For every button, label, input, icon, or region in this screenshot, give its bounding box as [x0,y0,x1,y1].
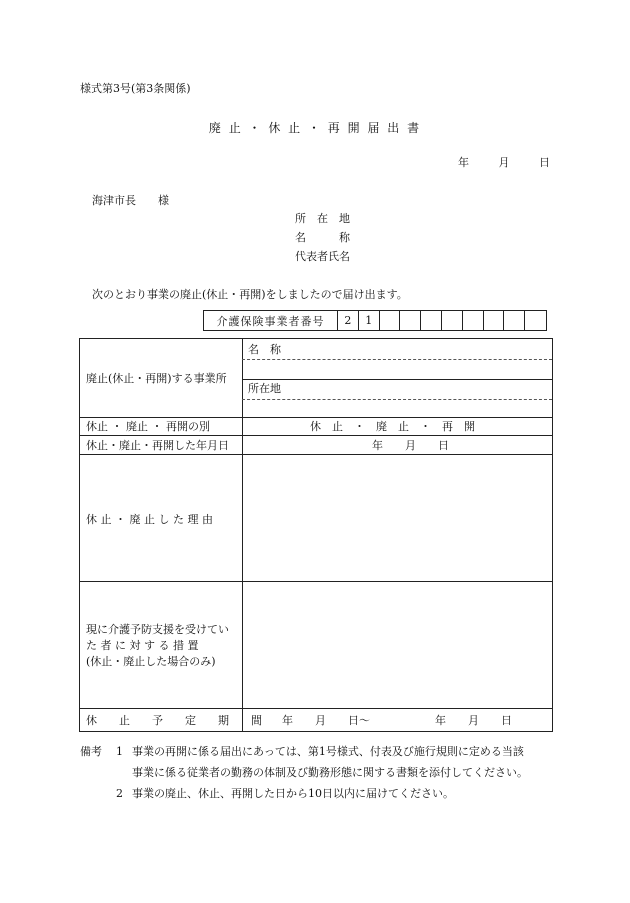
row-divider [80,454,552,455]
office-number-digit[interactable] [504,311,525,330]
row-divider [242,399,552,400]
type-options[interactable]: 休 止 ・ 廃 止 ・ 再 開 [310,420,475,433]
period-label: 休 止 予 定 期 間 [86,714,262,727]
remark-number: 1 [116,745,123,758]
office-number-digit[interactable] [484,311,505,330]
office-number-digit[interactable] [463,311,484,330]
office-number-digit[interactable]: 2 [338,311,359,330]
office-name-field[interactable] [248,363,548,377]
remark-text: 事業に係る従業者の勤務の体制及び勤務形態に関する書類を添付してください。 [132,766,528,779]
office-label: 廃止(休止・再開)する事業所 [86,372,227,385]
period-from-field[interactable]: 年 月 日～ [282,714,370,727]
measures-label-line: (休止・廃止した場合のみ) [86,655,216,668]
date-field[interactable]: 年 月 日 [372,439,449,452]
office-number-digit[interactable] [421,311,442,330]
date-label: 休止・廃止・再開した年月日 [86,439,229,452]
office-name-label: 名 称 [248,343,281,356]
row-divider [80,708,552,709]
date-day: 日 [539,156,550,169]
office-number-digit[interactable] [525,311,546,330]
reason-label: 休 止 ・ 廃 止 し た 理 由 [86,513,213,526]
submission-date [458,157,550,168]
office-number-digit[interactable] [442,311,463,330]
remark-text: 事業の廃止、休止、再開した日から10日以内に届けてください。 [132,787,454,800]
row-divider [80,417,552,418]
date-month: 月 [498,156,510,169]
document-title: 廃 止 ・ 休 止 ・ 再 開 届 出 書 [208,121,422,135]
office-number-digit[interactable]: 1 [359,311,380,330]
reason-field[interactable] [248,461,548,576]
notification-table [79,338,553,732]
intro-text: 次のとおり事業の廃止(休止・再開)をしましたので届け出ます。 [92,288,408,301]
measures-label-line: た 者 に 対 す る 措 置 [86,639,199,652]
measures-label [86,622,229,670]
remark-number: 2 [116,787,123,800]
type-label: 休止 ・ 廃止 ・ 再開の別 [86,420,210,433]
office-number-label: 介護保険事業者番号 [204,311,338,330]
sender-name-label: 名 称 [295,231,350,244]
office-number-digit[interactable] [380,311,401,330]
remarks-label: 備考 [80,745,102,758]
office-number-digit[interactable] [400,311,421,330]
office-address-field[interactable] [248,401,548,415]
sender-address-label: 所 在 地 [295,212,350,225]
measures-field[interactable] [248,587,548,702]
sender-representative-label: 代表者氏名 [295,250,350,263]
addressee: 海津市長 様 [92,194,169,207]
row-divider [80,435,552,436]
row-divider [242,379,552,380]
remarks [80,741,560,804]
row-divider [80,581,552,582]
date-year: 年 [458,156,469,169]
office-address-label: 所在地 [248,382,281,395]
office-number-box [203,310,547,331]
column-divider [242,339,243,731]
period-to-field[interactable]: 年 月 日 [435,714,512,727]
form-code: 様式第3号(第3条関係) [80,82,191,95]
remark-text: 事業の再開に係る届出にあっては、第1号様式、付表及び施行規則に定める当該 [132,745,524,758]
row-divider [242,359,552,360]
measures-label-line: 現に介護予防支援を受けてい [86,623,229,636]
